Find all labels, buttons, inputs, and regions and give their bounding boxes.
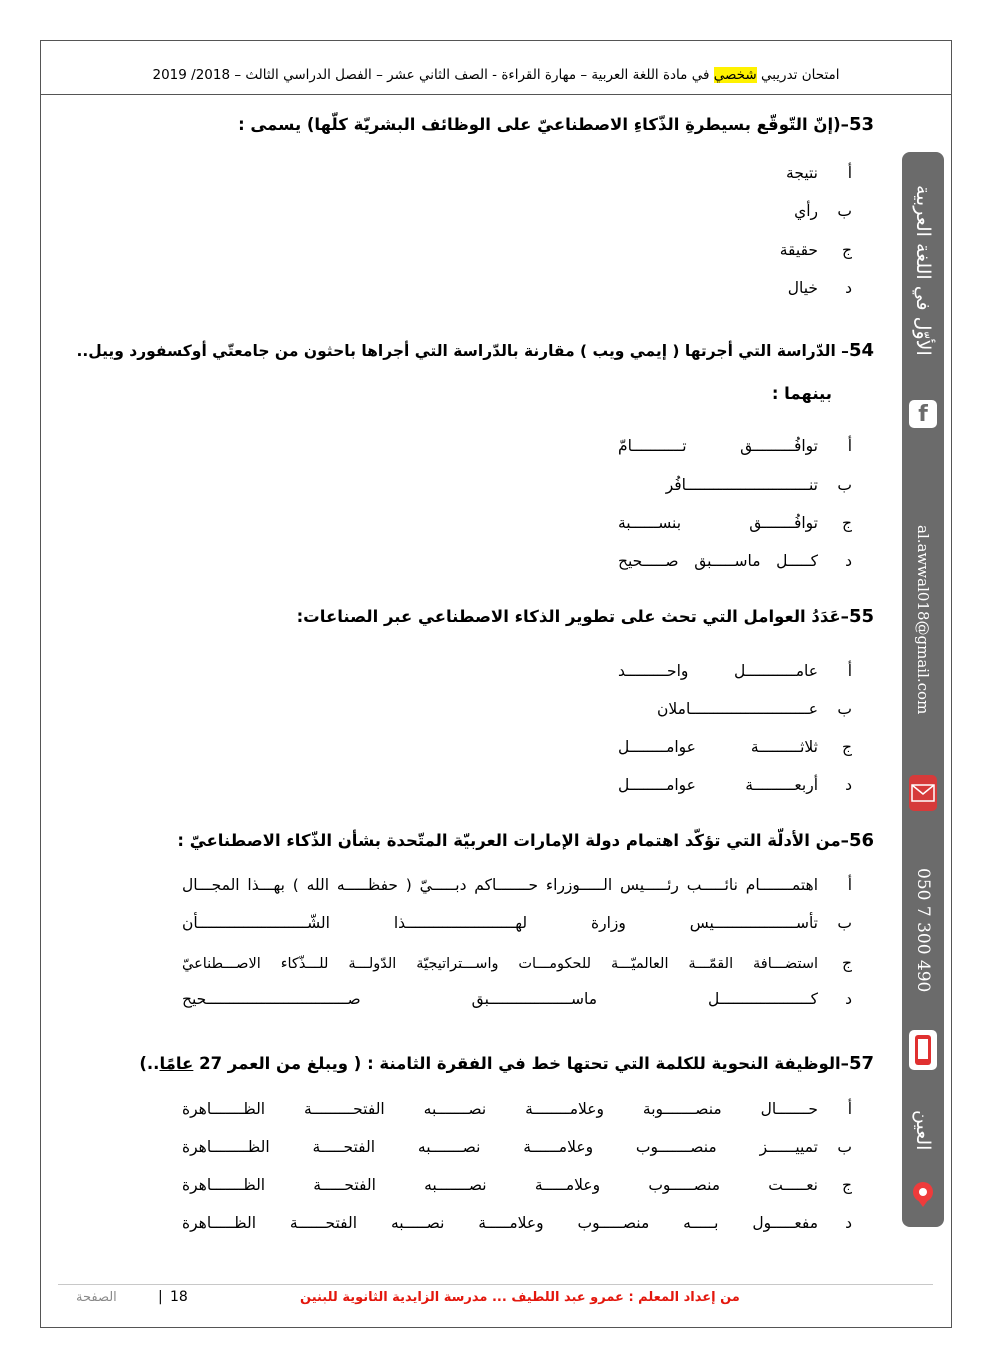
option-letter: أ — [847, 876, 852, 894]
sidebar-brand: الأوّل في اللغة العربية — [912, 184, 934, 356]
option-letter: ب — [837, 476, 852, 494]
page-header — [40, 58, 952, 92]
option-55-d[interactable] — [618, 776, 852, 794]
facebook-icon: f — [909, 400, 937, 428]
header-text-before: امتحان تدريبي — [756, 67, 840, 83]
option-text: استضـــافة القمّـــة العالميّـــة للحكومـــات واســـتراتيجيّة الدّولـــة للـــذّكاء الاصـــطناعيّ — [182, 956, 818, 972]
question-number: 57 — [848, 1053, 874, 1074]
option-text: تأســــــــــــــــــيس وزارة لهــــــــــــــــــــــــذا الشّــــــــــــــــــــــــأن — [182, 914, 818, 932]
option-54-b[interactable] — [618, 476, 852, 494]
option-text: تنـــــــــــــــــــــــــــافُر — [665, 476, 818, 494]
option-text: كـــــل ماســـــبق صـــــحيح — [618, 552, 818, 570]
question-57 — [139, 1053, 874, 1074]
option-text: خيال — [787, 279, 818, 297]
option-letter: ج — [841, 514, 852, 532]
option-text: حقيقة — [779, 241, 818, 259]
option-letter: أ — [847, 164, 852, 182]
question-number: 54 — [848, 340, 874, 361]
question-text: –عَدَدُ العوامل التي تحث على تطوير الذكاء الاصطناعي عبر الصناعات: — [296, 607, 849, 626]
option-text: نتيجة — [786, 164, 818, 182]
option-53-d[interactable] — [788, 279, 852, 297]
header-text-after: في مادة اللغة العربية – مهارة القراءة - الصف الثاني عشر – الفصل الدراسي الثالث – 2018/ 2019 — [152, 67, 714, 83]
sidebar-city: العين — [912, 1109, 934, 1151]
option-53-c[interactable] — [780, 241, 852, 259]
question-text: – الدّراسة التي أجرتها ( إيمي ويب ) مقارنة بالدّراسة التي أجراها باحثون من جامعتّي أوكسفورد وييل.. — [76, 342, 849, 360]
question-text-after: ..) — [139, 1054, 160, 1073]
option-56-a[interactable] — [182, 876, 852, 894]
header-highlight: شخصي — [713, 67, 757, 83]
question-text: –(إنّ التّوقّع بسيطرةِ الذّكاءِ الاصطناعيّ على الوظائف البشريّة كلّها) يسمى : — [238, 115, 849, 134]
option-letter: ب — [837, 700, 852, 718]
question-text-2: بينهما : — [771, 384, 832, 403]
question-text: –من الأدلّة التي تؤكّد اهتمام دولة الإمارات العربيّة المتّحدة بشأن الذّكاء الاصطناعيّ : — [177, 831, 849, 850]
page-number: 18 — [170, 1289, 188, 1305]
page-label: الصفحة — [76, 1290, 117, 1305]
footer-divider — [58, 1284, 933, 1285]
phone-icon — [909, 1030, 937, 1070]
question-53 — [238, 114, 874, 135]
option-letter: ب — [837, 914, 852, 932]
option-56-b[interactable] — [182, 914, 852, 932]
option-57-c[interactable] — [182, 1176, 852, 1194]
option-text: توافُـــــــــق تـــــــــــامّ — [618, 437, 818, 455]
option-55-b[interactable] — [618, 700, 852, 718]
option-text: كــــــــــــــــــــل ماســــــــــــــــــبق صـــــــــــــــــــــــــــــــحيح — [182, 990, 818, 1008]
option-56-d[interactable] — [182, 990, 852, 1008]
option-57-a[interactable] — [182, 1100, 852, 1118]
question-54-continuation — [772, 384, 832, 403]
question-number: 56 — [848, 830, 874, 851]
option-letter: أ — [847, 437, 852, 455]
option-letter: ج — [841, 954, 852, 972]
option-text: رأي — [794, 202, 818, 220]
option-letter: ج — [841, 1176, 852, 1194]
option-letter: د — [845, 776, 852, 794]
question-54 — [76, 340, 874, 361]
header-divider — [40, 94, 952, 95]
option-text: نعـــــت منصـــــوب وعلامـــــة نصـــــــبه الفتحـــــة الظـــــــاهرة — [182, 1176, 818, 1194]
sidebar-phone: 050 7 300 490 — [913, 867, 933, 993]
option-53-a[interactable] — [786, 164, 852, 182]
option-text: أربعـــــــــة عوامــــــــل — [618, 776, 818, 794]
option-letter: د — [845, 279, 852, 297]
option-letter: ب — [837, 1138, 852, 1156]
page-separator: | — [158, 1289, 163, 1305]
option-text: عامـــــــــــل واحـــــــــد — [618, 662, 818, 680]
option-letter: أ — [847, 662, 852, 680]
question-56 — [177, 830, 874, 851]
mail-icon — [909, 775, 937, 811]
page-frame — [40, 40, 952, 1328]
option-57-b[interactable] — [182, 1138, 852, 1156]
option-text: تمييــــــز منصـــــــوب وعلامــــــة نصـــــــبه الفتحـــــة الظــــــــاهرة — [182, 1138, 818, 1156]
option-letter: د — [845, 1214, 852, 1232]
question-text: –الوظيفة النحوية للكلمة التي تحتها خط في الفقرة الثامنة : ( ويبلغ من العمر 27 — [193, 1054, 849, 1073]
option-text: ثلاثـــــــــة عوامــــــــل — [618, 738, 818, 756]
footer-credit: من إعداد المعلم : عمرو عبد اللطيف ... مدرسة الزايدية الثانوية للبنين — [300, 1290, 740, 1305]
option-letter: د — [845, 990, 852, 1008]
option-56-c[interactable] — [182, 954, 852, 972]
underlined-word: عامًا — [159, 1054, 194, 1073]
option-letter: ج — [841, 241, 852, 259]
option-54-c[interactable] — [618, 514, 852, 532]
option-text: اهتمـــــــام نائـــــب رئـــــيس الـــــوزراء حـــــــاكم دبـــــيّ ( حفظـــــه الله ) بهـــذا المجـــال — [182, 876, 818, 894]
option-letter: أ — [847, 1100, 852, 1118]
option-text: توافُـــــــق بنســــــبة — [618, 514, 818, 532]
option-57-d[interactable] — [182, 1214, 852, 1232]
option-55-c[interactable] — [618, 738, 852, 756]
location-pin-icon — [909, 1180, 937, 1208]
option-letter: د — [845, 552, 852, 570]
question-number: 55 — [848, 606, 874, 627]
option-letter: ج — [841, 738, 852, 756]
sidebar-email: al.awwal018@gmail.com — [914, 525, 932, 715]
option-54-a[interactable] — [618, 437, 852, 455]
option-letter: ب — [837, 202, 852, 220]
option-53-b[interactable] — [794, 202, 852, 220]
option-54-d[interactable] — [618, 552, 852, 570]
question-number: 53 — [848, 114, 874, 135]
option-text: عــــــــــــــــــــــــــاملان — [657, 700, 818, 718]
question-55 — [297, 606, 874, 627]
option-text: حـــــــال منصـــــــوبة وعلامــــــــة نصـــــــبه الفتحـــــــــة الظـــــــاهرة — [182, 1100, 818, 1118]
option-55-a[interactable] — [618, 662, 852, 680]
option-text: مفعـــــول بـــــه منصـــــوب وعلامـــــة نصـــــبه الفتحــــــة الظـــــاهرة — [182, 1214, 818, 1232]
